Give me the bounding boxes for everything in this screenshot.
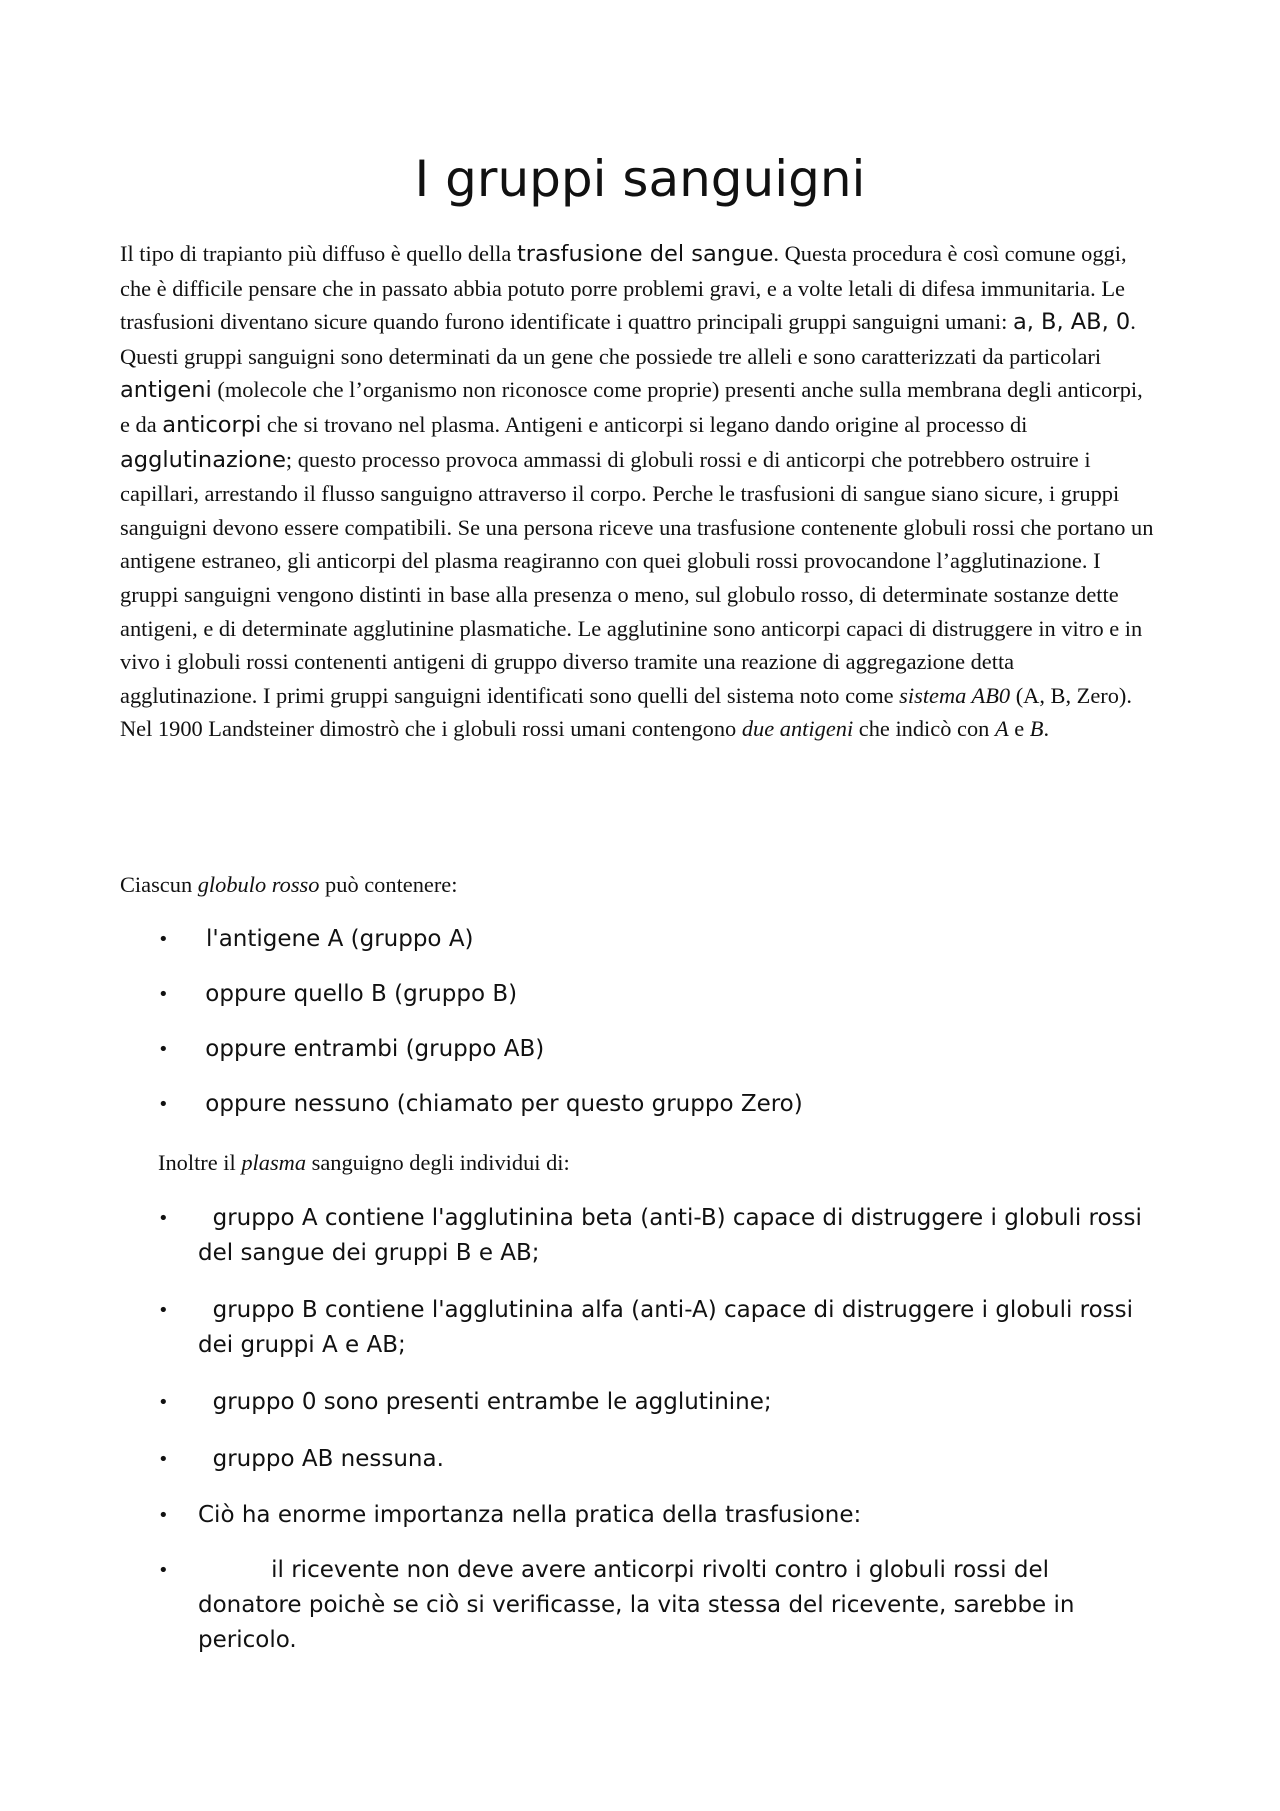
bullet-icon: • (158, 1449, 169, 1470)
bullet-icon: • (158, 1039, 169, 1060)
list-item-text: gruppo 0 sono presenti entrambe le agglutinine; (198, 1389, 772, 1415)
list-item-text: gruppo B contiene l'agglutinina alfa (anti-A) capace di distruggere i globuli rossi dei gruppi A e AB; (198, 1297, 1141, 1358)
list-item-text: oppure nessuno (chiamato per questo gruppo Zero) (198, 1091, 803, 1117)
plasma-intro-text: sanguigno degli individui di: (306, 1150, 570, 1175)
italic-sistema-ab0: sistema AB0 (899, 682, 1011, 708)
text-segment: ; questo processo provoca ammassi di globuli rossi e di anticorpi che potrebbero ostruire i capillari, arrestando il flusso sanguigno attraverso il corpo. Perche le trasfusioni di sangue siano sicure, i gruppi sanguigni devono essere compatibili. Se una persona riceve una trasfusione contenente globuli rossi che portano un antigene estraneo, gli anticorpi del plasma reagiranno con quei globuli rossi provocandone l’agglutinazione. I gruppi sanguigni vengono distinti in base alla presenza o meno, sul globulo rosso, di determinate sostanze dette antigeni, e di determinate agglutinine plasmatiche. Le agglutinine sono anticorpi capaci di distruggere in vitro e in vivo i globuli rossi contenenti antigeni di gruppo diverso tramite una reazione di aggregazione detta agglutinazione. I primi gruppi sanguigni identificati sono quelli del sistema noto come (120, 446, 1154, 708)
text-segment: Il tipo di trapianto più diffuso è quello della (120, 241, 517, 266)
intro-text: può contenere: (319, 872, 458, 897)
main-paragraph (120, 237, 1155, 746)
intro-text: Ciascun (120, 872, 198, 897)
intro-italic: globulo rosso (197, 872, 320, 897)
text-segment: . Questa procedura è così comune oggi, che è difficile pensare che in passato abbia potuto porre problemi gravi, e a volte letali di difesa immunitaria. Le trasfusioni diventano sicure quando furono identificate i quattro principali gruppi sanguigni umani: (120, 241, 1127, 335)
bullet-icon: • (158, 1208, 169, 1229)
keyword-anticorpi: anticorpi (162, 411, 262, 438)
plasma-intro (158, 1146, 570, 1179)
list-item-text: il ricevente non deve avere anticorpi rivolti contro i globuli rossi del donatore poichè se ciò si verificasse, la vita stessa del ricevente, sarebbe in pericolo. (198, 1557, 1082, 1653)
list-item-text: oppure quello B (gruppo B) (198, 981, 518, 1007)
italic-b: B (1029, 716, 1044, 742)
plasma-intro-italic: plasma (241, 1150, 307, 1175)
text-segment: e (1008, 716, 1030, 742)
italic-due-antigeni: due antigeni (741, 716, 854, 742)
keyword-trasfusione: trasfusione del sangue (516, 241, 774, 267)
keyword-antigeni: antigeni (120, 377, 212, 404)
list-item-text: gruppo A contiene l'agglutinina beta (anti-B) capace di distruggere i globuli rossi del sangue dei gruppi B e AB; (198, 1205, 1150, 1266)
rbc-intro (120, 868, 457, 901)
plasma-intro-text: Inoltre il (158, 1150, 242, 1175)
text-segment: che si trovano nel plasma. Antigeni e anticorpi si legano dando origine al processo di (261, 411, 1028, 437)
bullet-icon: • (158, 929, 169, 950)
text-segment: (A, B, Zero). Nel 1900 Landsteiner dimostrò che i globuli rossi umani contengono (120, 682, 1132, 742)
list-item-text: oppure entrambi (gruppo AB) (198, 1036, 545, 1062)
bullet-icon: • (158, 984, 169, 1005)
italic-a: A (994, 716, 1009, 742)
bullet-icon: • (158, 1560, 169, 1581)
text-segment: (molecole che l’organismo non riconosce come proprie) presenti anche sulla membrana degli anticorpi, e da (120, 377, 1143, 437)
bullet-icon: • (158, 1300, 169, 1321)
list-item-text: l'antigene A (gruppo A) (206, 926, 474, 952)
bullet-icon: • (158, 1505, 169, 1526)
page-title: I gruppi sanguigni (414, 150, 866, 208)
keyword-agglutinazione: agglutinazione (120, 446, 286, 473)
text-segment: . Questi gruppi sanguigni sono determinati da un gene che possiede tre alleli e sono caratterizzati da particolari (120, 309, 1136, 369)
text-segment: che indicò con (853, 716, 995, 742)
keyword-groups: a, B, AB, 0 (1012, 309, 1131, 336)
list-item-text: Ciò ha enorme importanza nella pratica della trasfusione: (198, 1502, 862, 1528)
bullet-icon: • (158, 1094, 169, 1115)
bullet-icon: • (158, 1392, 169, 1413)
list-item-text: gruppo AB nessuna. (198, 1446, 444, 1472)
text-segment: . (1043, 716, 1050, 742)
